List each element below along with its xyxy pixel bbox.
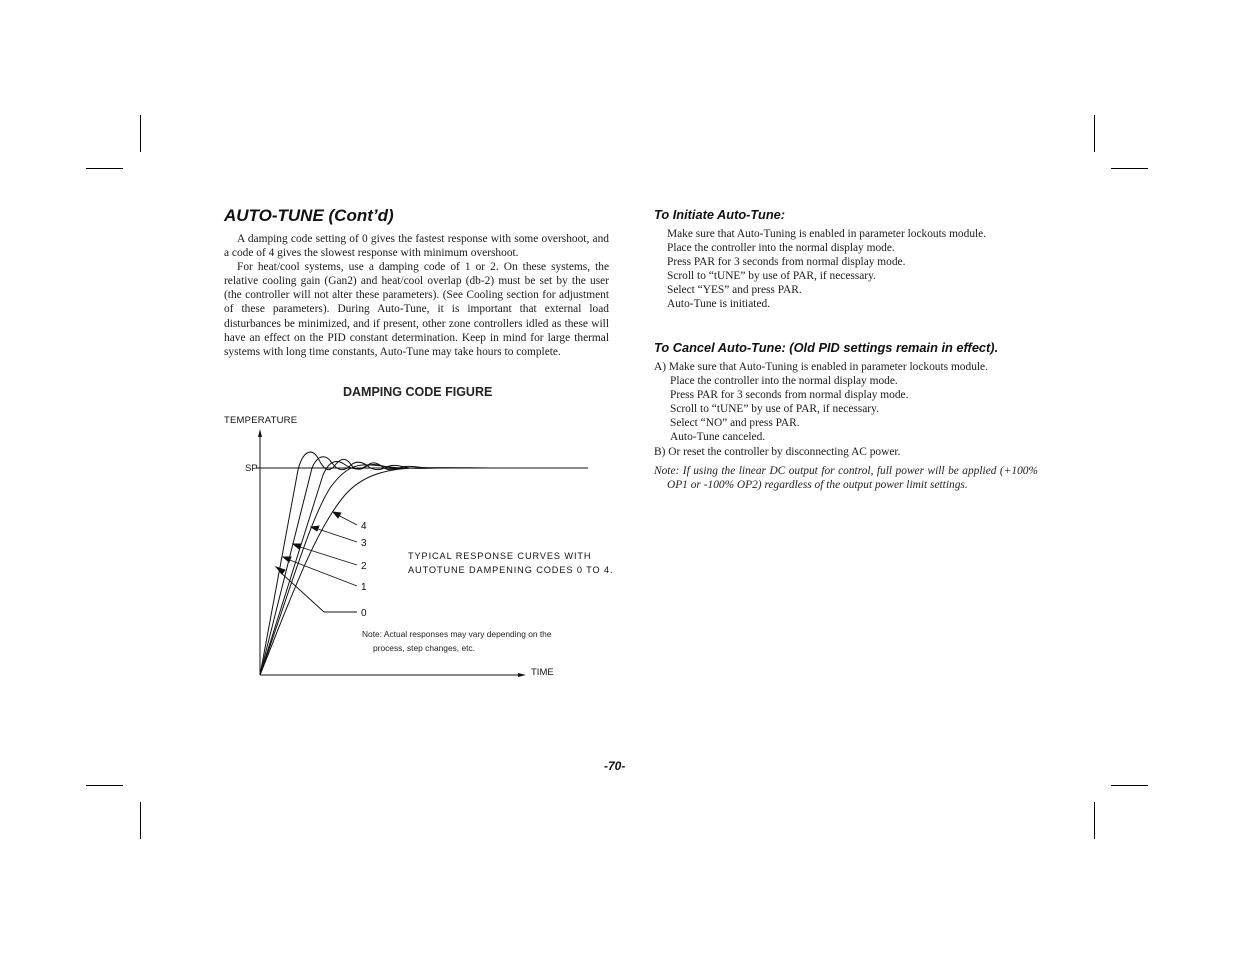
cancel-step: Press PAR for 3 seconds from normal display mode. <box>670 389 909 402</box>
heat-cool-paragraph: For heat/cool systems, use a damping code of 1 or 2. On these systems, the relative cooling gain (Gan2) and heat/cool overlap (db-2) must be set by the user (the controller will not alter these parameters). (See Cooling section for adjustment of these parameters). During Auto-Tune, it is important that external load disturbances be minimized, and if present, other zone controllers idled as these will have an effect on the PID constant determination. Keep in mind for large thermal systems with long time constants, Auto-Tune may take hours to complete. <box>224 261 609 358</box>
initiate-step: Scroll to “tUNE” by use of PAR, if necessary. <box>667 270 876 283</box>
crop-mark-top-left-vertical <box>140 115 141 152</box>
code-label-2: 2 <box>361 561 367 572</box>
y-axis-arrow <box>258 429 262 437</box>
cancel-step: Scroll to “tUNE” by use of PAR, if necessary. <box>670 403 879 416</box>
figure-title: DAMPING CODE FIGURE <box>343 385 493 399</box>
crop-mark-top-left-horizontal <box>86 168 123 169</box>
section-title: AUTO-TUNE (Cont’d) <box>224 206 394 225</box>
cancel-steps <box>654 360 988 459</box>
x-axis-arrow <box>518 673 526 677</box>
time-axis-label: TIME <box>531 667 554 678</box>
initiate-title: To Initiate Auto-Tune: <box>654 207 786 222</box>
crop-mark-top-right-vertical <box>1094 115 1095 152</box>
crop-mark-bottom-right-horizontal <box>1111 785 1148 786</box>
initiate-steps <box>667 227 986 312</box>
initiate-step: Press PAR for 3 seconds from normal display mode. <box>667 256 906 269</box>
code-label-1: 1 <box>361 582 367 593</box>
crop-mark-bottom-left-vertical <box>140 802 141 839</box>
cancel-step: Select “NO” and press PAR. <box>670 417 800 430</box>
response-curve-code-0 <box>260 452 430 675</box>
figure-note-line1: Note: Actual responses may vary depending on the <box>362 629 552 639</box>
setpoint-label: SP <box>245 463 258 474</box>
output-note-text: Note: If using the linear DC output for control, full power will be applied (+100% OP1 or -100% OP2) regardless of the output power limit settings. <box>654 465 1038 492</box>
crop-mark-top-right-horizontal <box>1111 168 1148 169</box>
damping-paragraph: A damping code setting of 0 gives the fastest response with some overshoot, and a code of 4 gives the slowest response with minimum overshoot. <box>224 233 609 260</box>
code-label-3: 3 <box>361 538 367 549</box>
cancel-step-b: B) Or reset the controller by disconnecting AC power. <box>654 445 901 458</box>
cancel-step: Auto-Tune canceled. <box>670 431 766 444</box>
damping-code-figure <box>215 405 635 685</box>
cancel-step: Place the controller into the normal display mode. <box>670 375 898 388</box>
figure-note-line2: process, step changes, etc. <box>373 643 475 653</box>
cancel-step-a: A) Make sure that Auto-Tuning is enabled in parameter lockouts module. <box>654 361 988 373</box>
output-note <box>654 464 1038 492</box>
figure-caption-line1: TYPICAL RESPONSE CURVES WITH <box>408 551 592 561</box>
initiate-step: Make sure that Auto-Tuning is enabled in parameter lockouts module. <box>667 228 987 240</box>
intro-paragraphs <box>224 232 609 359</box>
initiate-step: Place the controller into the normal display mode. <box>667 242 895 255</box>
cancel-title: To Cancel Auto-Tune: (Old PID settings remain in effect). <box>654 340 999 355</box>
figure-caption-line2: AUTOTUNE DAMPENING CODES 0 TO 4. <box>408 565 614 575</box>
page-number: -70- <box>604 759 626 773</box>
temperature-axis-label: TEMPERATURE <box>224 415 298 426</box>
code-label-0: 0 <box>361 608 367 619</box>
code-label-4: 4 <box>361 521 367 532</box>
crop-mark-bottom-right-vertical <box>1094 802 1095 839</box>
initiate-step: Auto-Tune is initiated. <box>667 298 771 311</box>
initiate-step: Select “YES” and press PAR. <box>667 284 802 297</box>
crop-mark-bottom-left-horizontal <box>86 785 123 786</box>
